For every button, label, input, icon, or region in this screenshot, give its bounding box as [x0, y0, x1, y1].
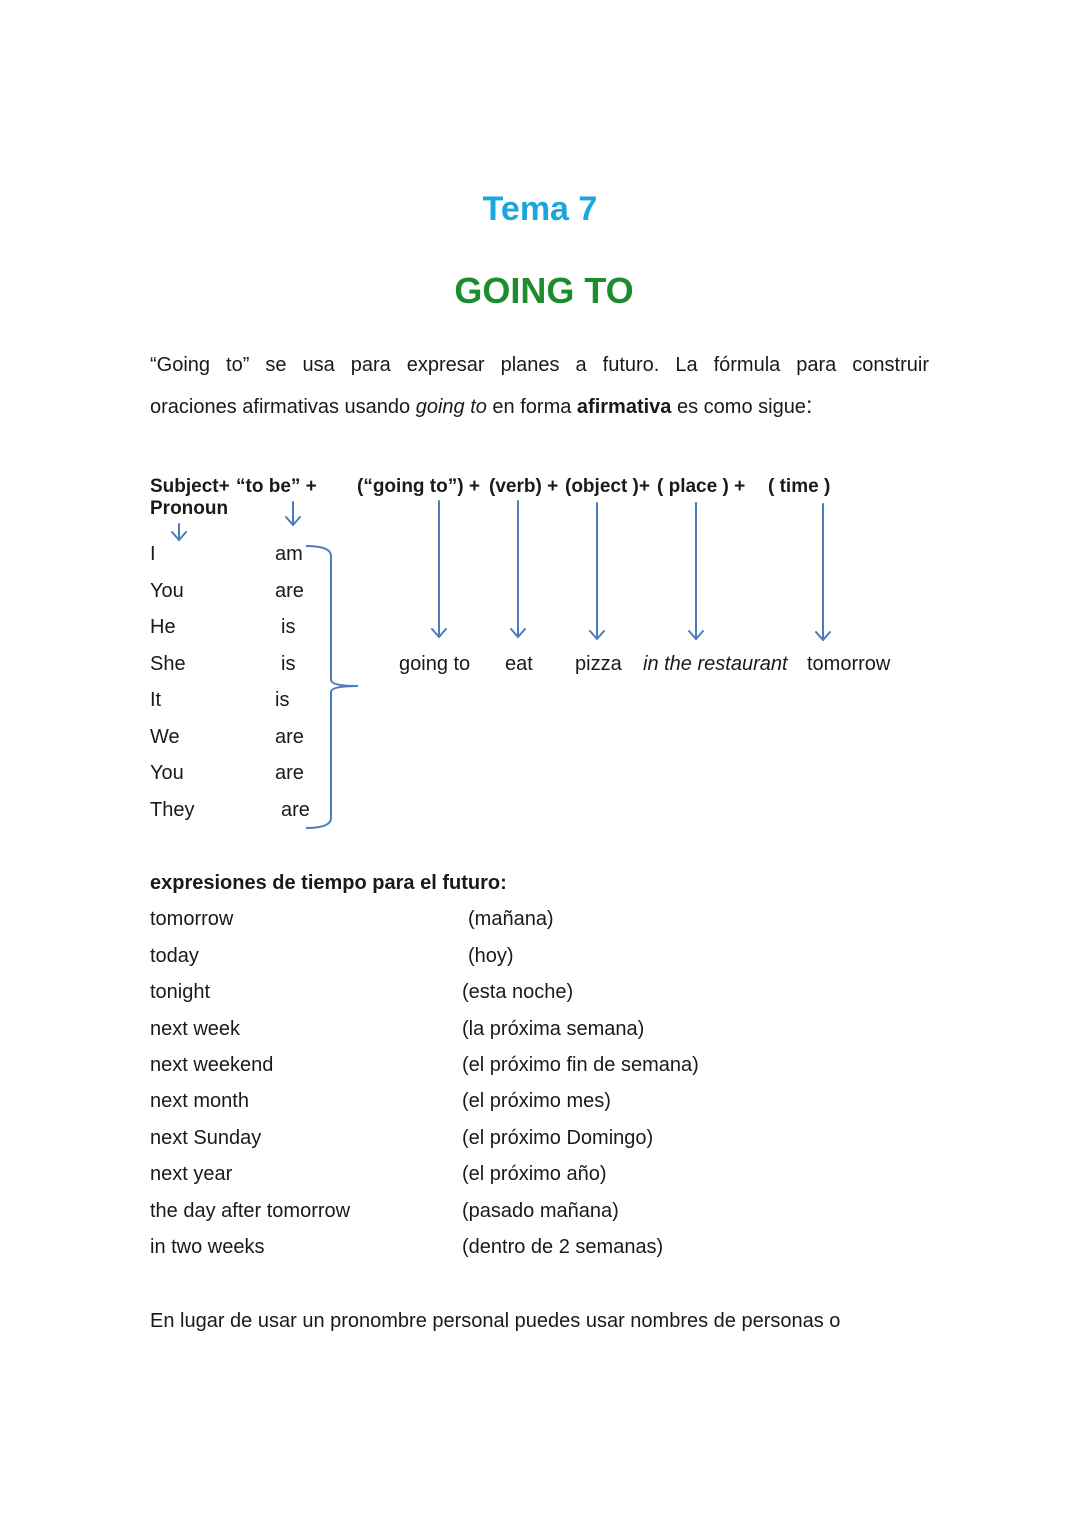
formula-verb: (verb) + — [489, 476, 559, 497]
time-en-next-week: next week — [150, 1018, 241, 1040]
verb-is-he: is — [281, 616, 296, 638]
time-en-today: today — [150, 945, 199, 967]
time-en-next-weekend: next weekend — [150, 1054, 274, 1076]
pronoun-we: We — [150, 726, 180, 748]
example-going-to: going to — [399, 653, 471, 675]
brace-icon — [306, 546, 358, 828]
pronoun-they: They — [150, 799, 195, 821]
pronoun-she: She — [150, 653, 186, 675]
arrow-down-icon — [511, 501, 525, 637]
time-es-proximo-domingo: (el próximo Domingo) — [462, 1127, 654, 1149]
time-en-next-sunday: next Sunday — [150, 1127, 262, 1149]
intro-colon: : — [805, 392, 813, 418]
time-en-next-month: next month — [150, 1090, 249, 1112]
time-en-next-year: next year — [150, 1163, 233, 1185]
example-time: tomorrow — [807, 653, 891, 675]
intro-text-a: oraciones afirmativas usando — [150, 396, 416, 418]
time-es-pasado-manana: (pasado mañana) — [462, 1200, 619, 1222]
time-es-dentro-de-2-semanas: (dentro de 2 semanas) — [462, 1236, 664, 1258]
page-title: GOING TO — [454, 270, 634, 311]
time-es-proxima-semana: (la próxima semana) — [462, 1018, 645, 1040]
page-subtitle-tema: Tema 7 — [482, 190, 598, 228]
time-es-hoy: (hoy) — [468, 945, 514, 967]
pronoun-you: You — [150, 580, 184, 602]
formula-pronoun: Pronoun — [150, 498, 229, 519]
time-es-esta-noche: (esta noche) — [462, 981, 574, 1003]
pronoun-you-plural: You — [150, 762, 184, 784]
pronoun-i: I — [150, 543, 156, 565]
intro-italic-going-to: going to — [415, 396, 487, 418]
time-en-tonight: tonight — [150, 981, 211, 1003]
time-expressions-heading: expresiones de tiempo para el futuro: — [150, 872, 507, 894]
formula-object: (object )+ — [565, 476, 650, 497]
time-es-proximo-ano: (el próximo año) — [462, 1163, 607, 1185]
formula-time: ( time ) — [768, 476, 831, 497]
pronoun-he: He — [150, 616, 176, 638]
intro-line-1: “Going to” se usa para expresar planes a futuro. La fórmula para construir — [150, 354, 929, 376]
formula-subject: Subject+ — [150, 476, 230, 497]
time-en-in-two-weeks: in two weeks — [150, 1236, 265, 1258]
verb-are-they: are — [281, 799, 310, 821]
time-en-day-after-tomorrow: the day after tomorrow — [150, 1200, 351, 1222]
time-en-tomorrow: tomorrow — [150, 908, 234, 930]
verb-are-we: are — [275, 726, 304, 748]
verb-are-you-plural: are — [275, 762, 304, 784]
verb-am: am — [275, 543, 303, 565]
arrow-down-icon — [432, 501, 446, 637]
intro-bold-afirmativa: afirmativa — [576, 396, 672, 418]
time-es-fin-de-semana: (el próximo fin de semana) — [462, 1054, 699, 1076]
intro-text-c: es como sigue — [671, 396, 806, 418]
intro-text-b: en forma — [486, 396, 577, 418]
formula-place: ( place ) + — [657, 476, 746, 497]
arrow-down-icon — [590, 503, 604, 639]
arrow-down-icon — [816, 504, 830, 640]
pronoun-it: It — [150, 689, 162, 711]
time-es-proximo-mes: (el próximo mes) — [462, 1090, 611, 1112]
arrow-down-icon — [172, 524, 186, 540]
verb-is-it: is — [275, 689, 290, 711]
formula-to-be: “to be” + — [236, 476, 317, 497]
time-es-manana: (mañana) — [468, 908, 554, 930]
example-place: in the restaurant — [643, 653, 788, 675]
footer-paragraph: En lugar de usar un pronombre personal puedes usar nombres de personas o — [150, 1310, 841, 1332]
verb-is-she: is — [281, 653, 296, 675]
verb-are-you: are — [275, 580, 304, 602]
arrow-down-icon — [286, 502, 300, 525]
example-object: pizza — [575, 653, 622, 675]
formula-going-to: (“going to”) + — [357, 476, 480, 497]
arrow-down-icon — [689, 503, 703, 639]
example-verb: eat — [505, 653, 533, 675]
